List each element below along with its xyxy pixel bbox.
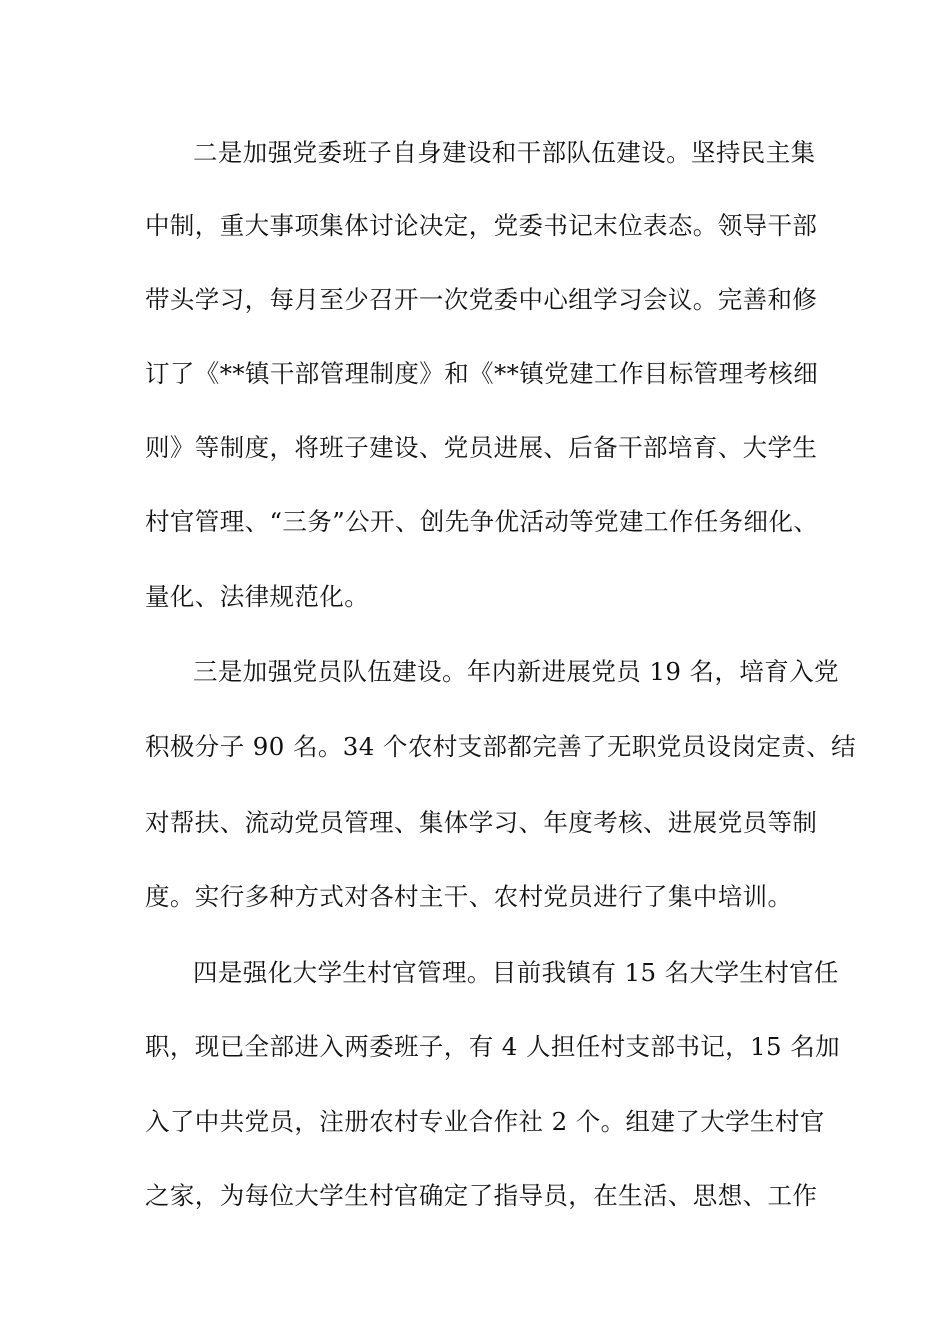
paragraph-4-line-4: 之家，为每位大学生村官确定了指导员，在生活、思想、工作 xyxy=(145,1181,818,1210)
paragraph-4-line-3: 入了中共党员，注册农村专业合作社 2 个。组建了大学生村官 xyxy=(145,1107,825,1136)
paragraph-3-line-2: 积极分子 90 名。34 个农村支部都完善了无职党员设岗定责、结 xyxy=(145,732,857,761)
paragraph-4-line-2: 职，现已全部进入两委班子，有 4 人担任村支部书记，15 名加 xyxy=(145,1032,841,1061)
paragraph-2-line-2: 中制，重大事项集体讨论决定，党委书记末位表态。领导干部 xyxy=(145,211,818,240)
paragraph-3-line-4: 度。实行多种方式对各村主干、农村党员进行了集中培训。 xyxy=(145,882,793,911)
paragraph-3-line-3: 对帮扶、流动党员管理、集体学习、年度考核、进展党员等制 xyxy=(145,808,818,837)
paragraph-2-line-3: 带头学习，每月至少召开一次党委中心组学习会议。完善和修 xyxy=(145,285,818,314)
paragraph-3-line-1: 三是加强党员队伍建设。年内新进展党员 19 名，培育入党 xyxy=(193,657,839,686)
paragraph-2-line-1: 二是加强党委班子自身建设和干部队伍建设。坚持民主集 xyxy=(193,138,816,167)
paragraph-2-line-6: 村官管理、“三务”公开、创先争优活动等党建工作任务细化、 xyxy=(145,507,819,536)
paragraph-2-line-4: 订了《**镇干部管理制度》和《**镇党建工作目标管理考核细 xyxy=(145,359,819,388)
paragraph-4-line-1: 四是强化大学生村官管理。目前我镇有 15 名大学生村官任 xyxy=(193,958,839,987)
paragraph-2-line-7: 量化、法律规范化。 xyxy=(145,582,370,611)
paragraph-2-line-5: 则》等制度，将班子建设、党员进展、后备干部培育、大学生 xyxy=(145,433,818,462)
